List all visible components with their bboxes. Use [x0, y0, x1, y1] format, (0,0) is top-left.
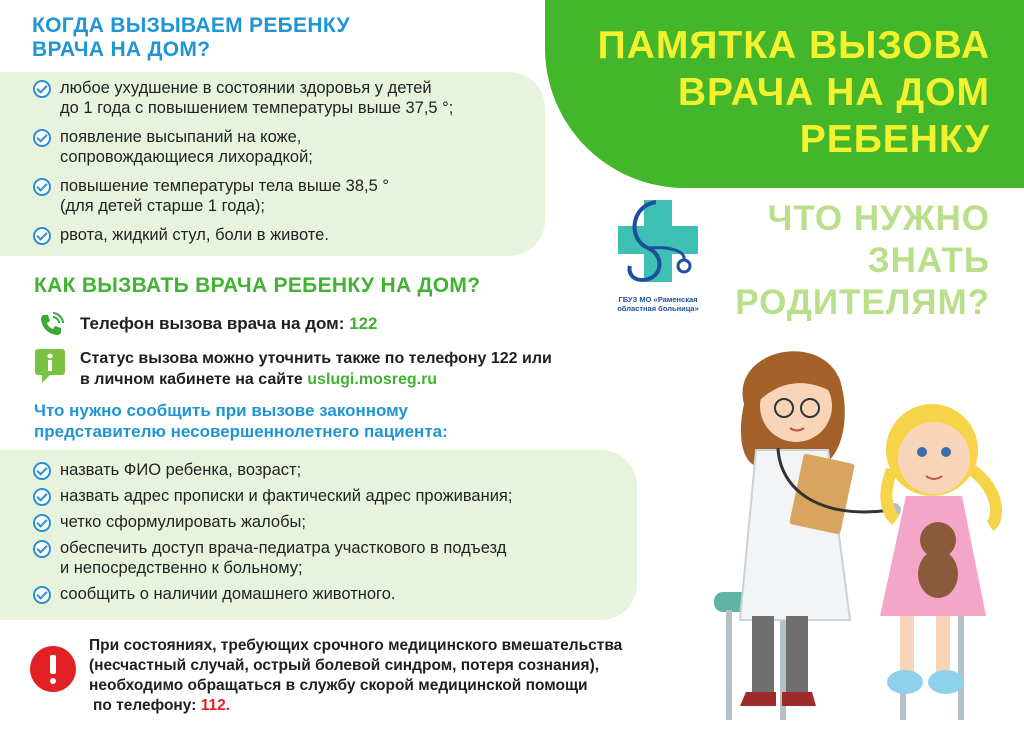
page-title: ПАМЯТКА ВЫЗОВА ВРАЧА НА ДОМ РЕБЕНКУ	[597, 24, 990, 161]
list-item: появление высыпаний на коже, сопровождающиеся лихорадкой;	[33, 127, 543, 167]
warning-text: При состояниях, требующих срочного медицинского вмешательства (несчастный случай, острый болевой синдром, потеря сознания), необходимо обращаться в службу скорой медицинской помощи по телефону: 112.	[89, 637, 623, 714]
doctor-child-illustration	[700, 330, 1020, 726]
phone-icon	[38, 312, 64, 338]
list-item: назвать ФИО ребенка, возраст;	[33, 460, 633, 480]
check-circle-icon	[33, 488, 51, 506]
list-item: сообщить о наличии домашнего животного.	[33, 584, 633, 604]
section1-list	[33, 78, 543, 245]
phone-line: Телефон вызова врача на дом: 122	[80, 314, 378, 333]
section1-heading: КОГДА ВЫЗЫВАЕМ РЕБЕНКУ ВРАЧА НА ДОМ?	[32, 14, 350, 61]
check-circle-icon	[33, 80, 51, 98]
check-circle-icon	[33, 540, 51, 558]
list-item: повышение температуры тела выше 38,5 ° (для детей старше 1 года);	[33, 176, 543, 216]
medical-cross-logo-icon	[612, 196, 704, 290]
list-item: рвота, жидкий стул, боли в животе.	[33, 225, 543, 245]
check-circle-icon	[33, 586, 51, 604]
check-circle-icon	[33, 178, 51, 196]
section3-list	[33, 460, 633, 604]
section2-heading: КАК ВЫЗВАТЬ ВРАЧА РЕБЕНКУ НА ДОМ?	[34, 274, 481, 297]
list-item: четко сформулировать жалобы;	[33, 512, 633, 532]
list-item: любое ухудшение в состоянии здоровья у детей до 1 года с повышением температуры выше 37,5 °;	[33, 78, 543, 118]
list-item: обеспечить доступ врача-педиатра участкового в подъезд и непосредственно к больному;	[33, 538, 633, 578]
check-circle-icon	[33, 227, 51, 245]
check-circle-icon	[33, 129, 51, 147]
check-circle-icon	[33, 514, 51, 532]
warning-icon	[30, 646, 76, 692]
hospital-logo: ГБУЗ МО «Раменская областная больница»	[612, 196, 704, 313]
list-item: назвать адрес прописки и фактический адрес проживания;	[33, 486, 633, 506]
page-subtitle: ЧТО НУЖНО ЗНАТЬ РОДИТЕЛЯМ?	[735, 199, 990, 322]
status-info: Статус вызова можно уточнить также по телефону 122 или в личном кабинете на сайте uslugi.mosreg.ru	[80, 350, 552, 388]
info-icon	[34, 348, 66, 384]
check-circle-icon	[33, 462, 51, 480]
section3-heading: Что нужно сообщить при вызове законному представителю несовершеннолетнего пациента:	[34, 401, 448, 441]
